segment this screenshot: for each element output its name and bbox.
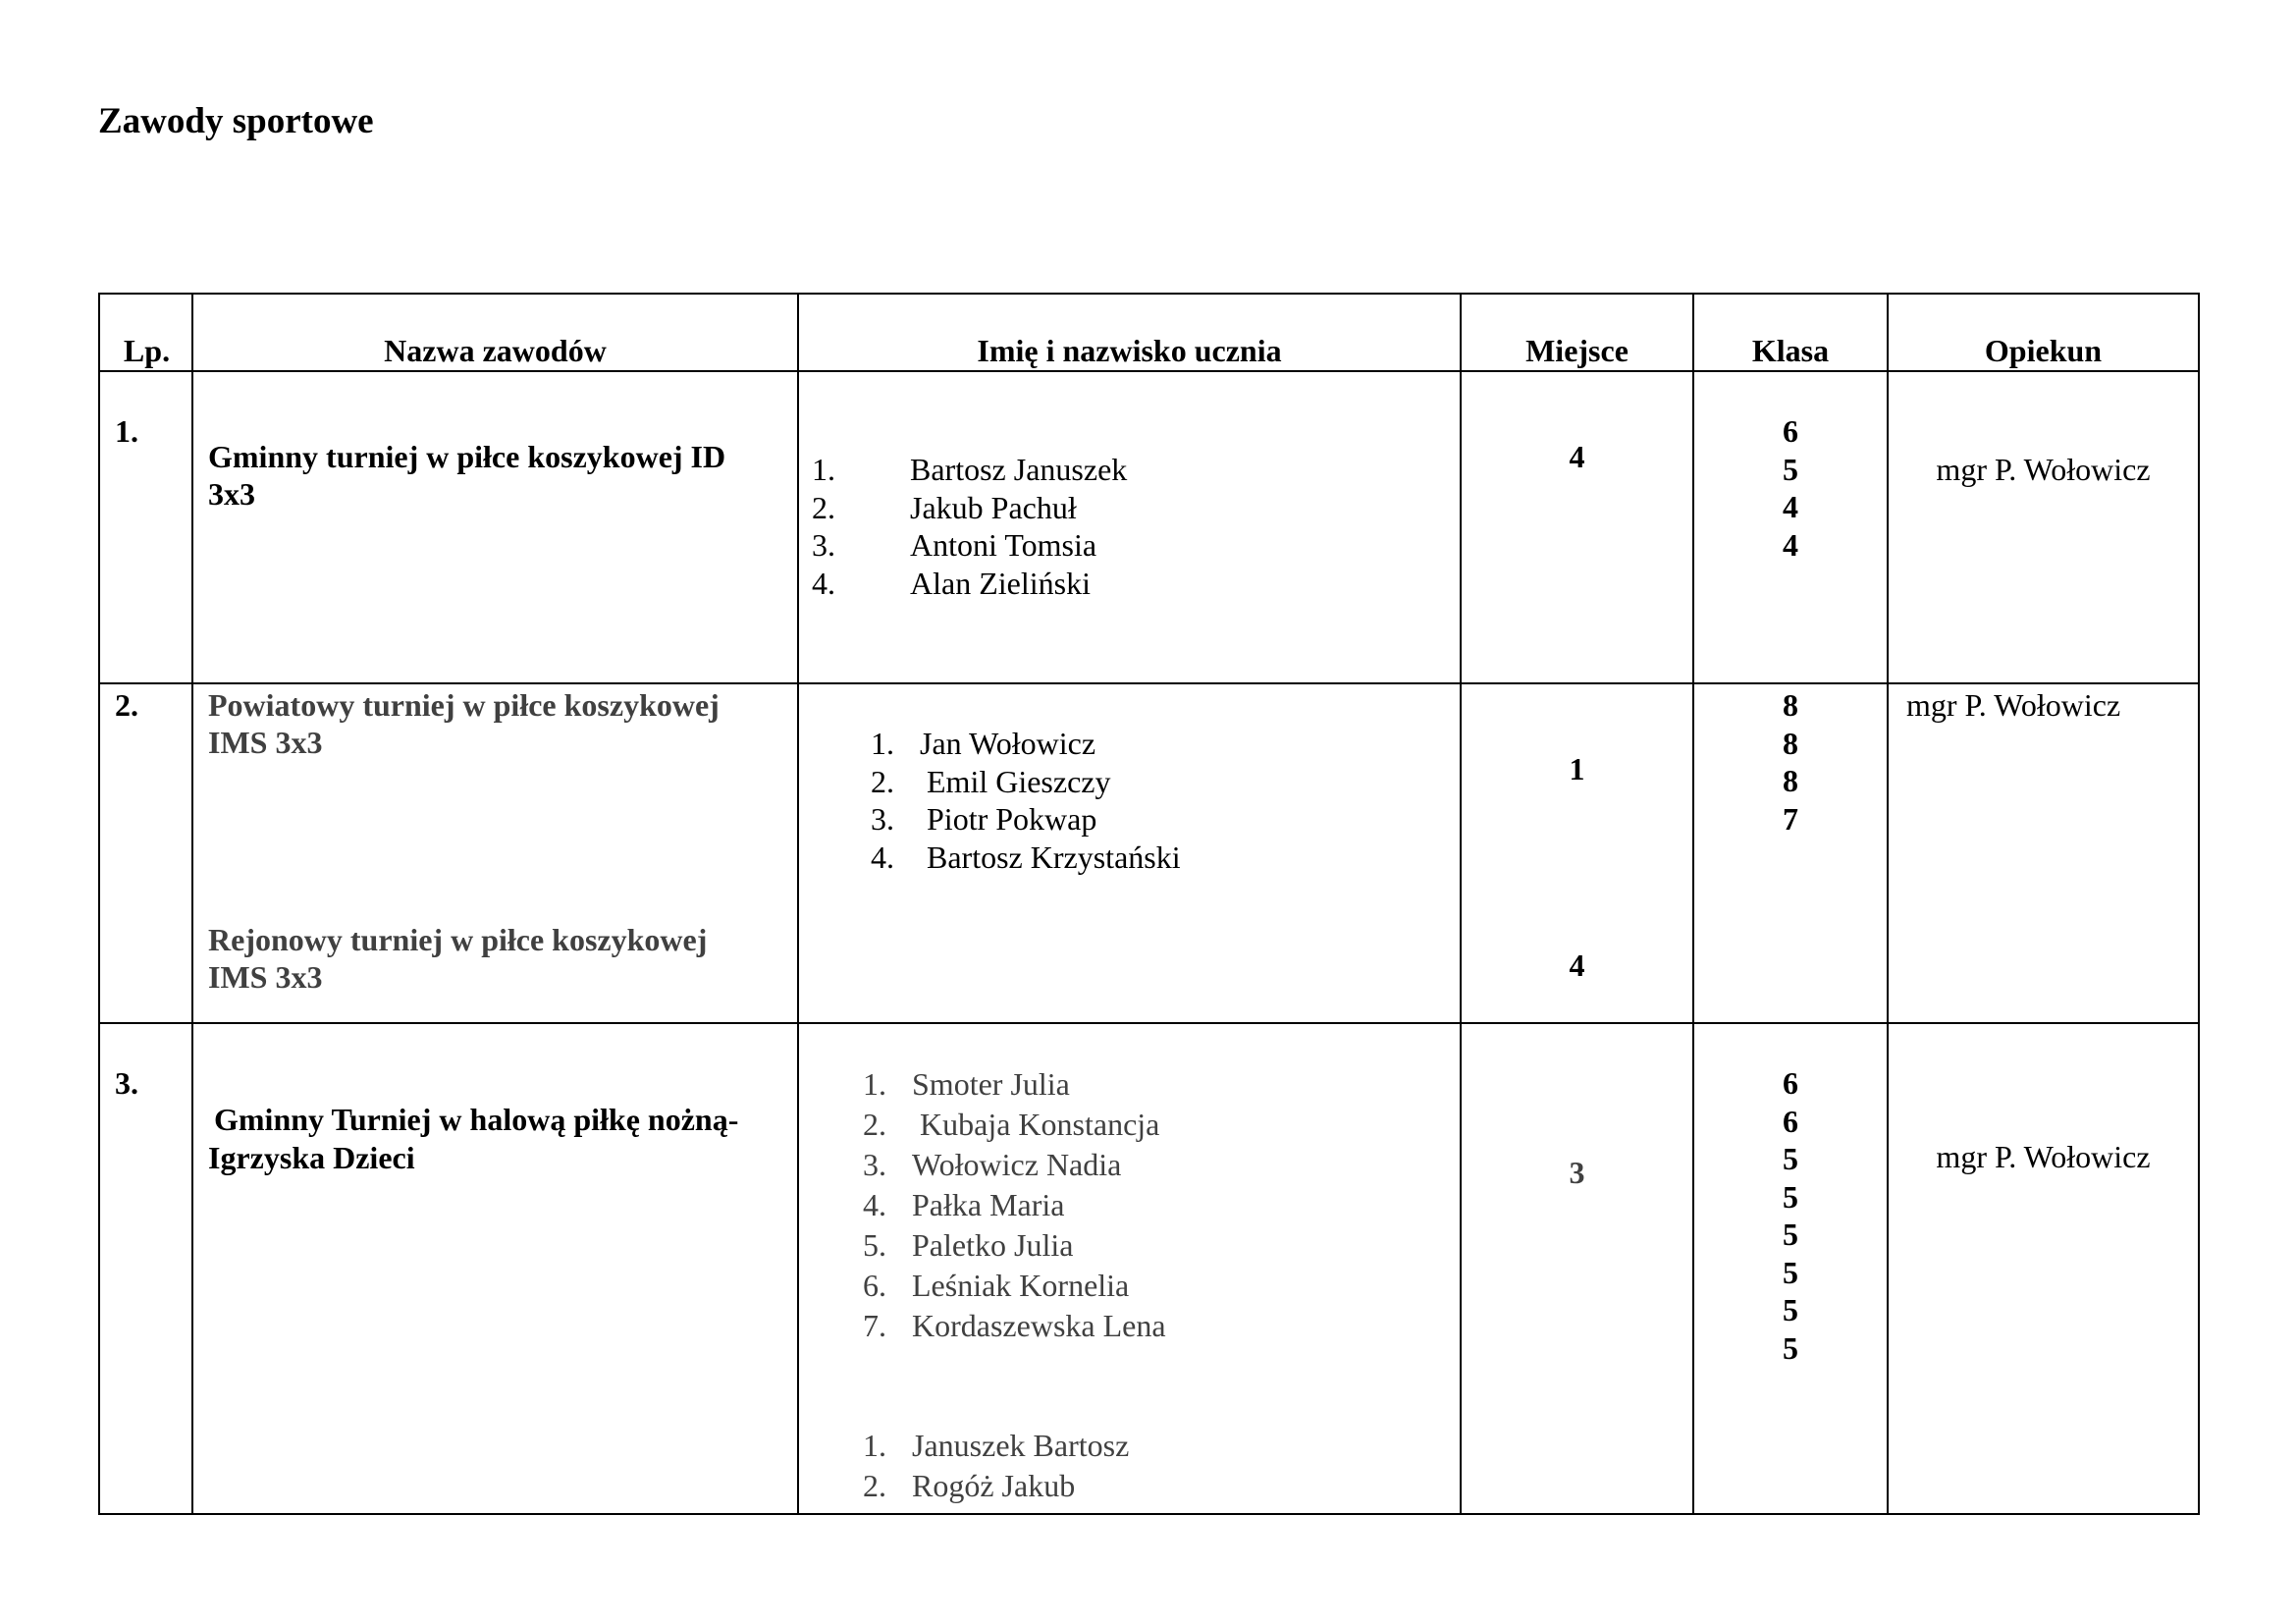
- opiekun-value: mgr P. Wołowicz: [1936, 452, 2151, 487]
- class-value: 5: [1783, 1254, 1798, 1290]
- opiekun-value: mgr P. Wołowicz: [1906, 687, 2121, 723]
- list-item: 1. Jan Wołowicz: [871, 726, 1096, 761]
- opiekun-value: mgr P. Wołowicz: [1936, 1139, 2151, 1174]
- header-opiekun: Opiekun: [1984, 333, 2103, 368]
- list-item: 7. Kordaszewska Lena: [863, 1308, 1166, 1343]
- student-list: [812, 451, 1127, 602]
- student-list: [863, 1427, 1129, 1507]
- class-value: 8: [1783, 687, 1798, 723]
- event-name: 3x3: [208, 476, 255, 512]
- place-value: 4: [1569, 947, 1585, 983]
- row-divider: [100, 682, 2198, 684]
- row-lp: 2.: [115, 687, 138, 723]
- list-item: 4. Bartosz Krzystański: [871, 839, 1181, 875]
- class-value: 8: [1783, 725, 1798, 761]
- list-item: 3. Wołowicz Nadia: [863, 1147, 1122, 1182]
- header-miejsce: Miejsce: [1525, 333, 1629, 368]
- class-value: 5: [1783, 1292, 1798, 1327]
- event-name: Gminny turniej w piłce koszykowej ID: [208, 439, 726, 474]
- list-item: 2. Emil Gieszczy: [871, 763, 1111, 799]
- place-value: 1: [1569, 751, 1585, 786]
- header-uczen: Imię i nazwisko ucznia: [977, 333, 1282, 368]
- list-item: 2. Jakub Pachuł: [812, 489, 1077, 525]
- class-value: 5: [1783, 1329, 1798, 1366]
- col-divider: [191, 295, 193, 1513]
- page-title: Zawody sportowe: [98, 101, 374, 141]
- class-value: 4: [1783, 526, 1798, 563]
- class-list: [1694, 686, 1887, 838]
- class-value: 5: [1783, 1178, 1798, 1215]
- class-value: 6: [1783, 1103, 1798, 1139]
- row-divider: [100, 1022, 2198, 1024]
- event-name: IMS 3x3: [208, 959, 323, 995]
- student-list: [863, 1065, 1166, 1347]
- list-item: 2. Rogóż Jakub: [863, 1468, 1076, 1503]
- col-divider: [797, 295, 799, 1513]
- row-divider: [100, 370, 2198, 372]
- list-item: 1. Bartosz Januszek: [812, 452, 1128, 487]
- event-name: Powiatowy turniej w piłce koszykowej: [208, 687, 720, 723]
- list-item: 4. Pałka Maria: [863, 1187, 1065, 1222]
- list-item: 5. Paletko Julia: [863, 1227, 1074, 1263]
- class-value: 6: [1783, 413, 1798, 449]
- class-list: [1694, 412, 1887, 564]
- place-value: 4: [1569, 439, 1585, 474]
- list-item: 2. Kubaja Konstancja: [863, 1107, 1160, 1142]
- list-item: 6. Leśniak Kornelia: [863, 1268, 1130, 1303]
- class-value: 4: [1783, 489, 1798, 524]
- event-name: IMS 3x3: [208, 725, 323, 760]
- class-value: 6: [1783, 1065, 1798, 1101]
- class-value: 8: [1783, 763, 1798, 798]
- event-name: Rejonowy turniej w piłce koszykowej: [208, 922, 708, 957]
- row-lp: 3.: [115, 1065, 138, 1101]
- class-value: 5: [1783, 451, 1798, 487]
- place-value: 3: [1569, 1155, 1585, 1190]
- list-item: 3. Piotr Pokwap: [871, 801, 1097, 837]
- event-name: Gminny Turniej w halową piłkę nożną-: [214, 1102, 739, 1137]
- col-divider: [1460, 295, 1462, 1513]
- header-klasa: Klasa: [1751, 333, 1830, 368]
- list-item: 4. Alan Zieliński: [812, 565, 1091, 601]
- row-lp: 1.: [115, 413, 138, 449]
- list-item: 1. Smoter Julia: [863, 1066, 1070, 1102]
- event-name: Igrzyska Dzieci: [208, 1140, 415, 1175]
- header-lp: Lp.: [123, 333, 171, 368]
- class-value: 5: [1783, 1217, 1798, 1252]
- competitions-table: [98, 293, 2200, 1515]
- list-item: 1. Januszek Bartosz: [863, 1428, 1130, 1463]
- class-value: 5: [1783, 1141, 1798, 1176]
- class-value: 7: [1783, 800, 1798, 837]
- class-list: [1694, 1064, 1887, 1367]
- header-nazwa: Nazwa zawodów: [384, 333, 607, 368]
- list-item: 3. Antoni Tomsia: [812, 527, 1097, 563]
- student-list: [871, 725, 1181, 876]
